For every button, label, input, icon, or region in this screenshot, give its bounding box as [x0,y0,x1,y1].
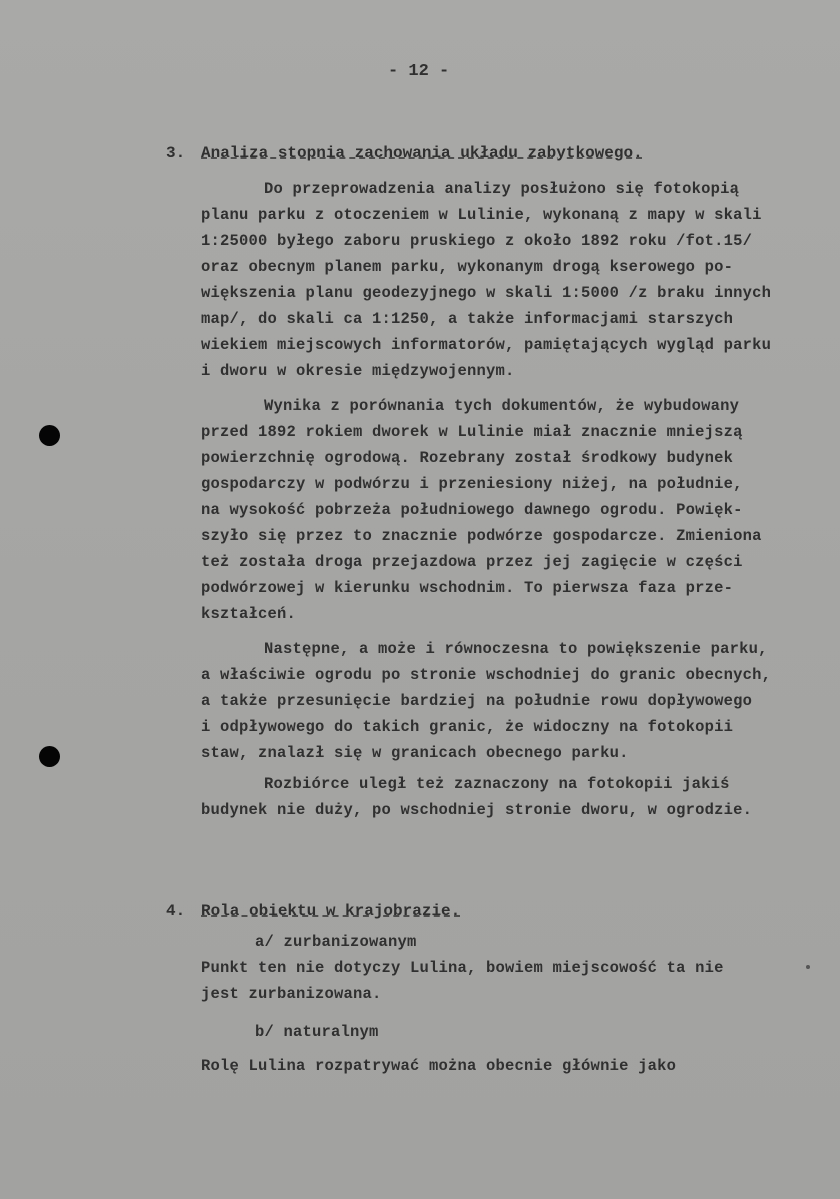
section-4-number: 4. [166,902,186,920]
text-line: Wynika z porównania tych dokumentów, że wybudowany [264,397,740,415]
text-line: większenia planu geodezyjnego w skali 1:5000 /z braku innych [201,284,772,302]
subsection-a-label: a/ zurbanizowanym [255,933,417,951]
text-line: budynek nie duży, po wschodniej stronie dworu, w ogrodzie. [201,801,753,819]
text-line: też została droga przejazdowa przez jej zagięcie w części [201,553,743,571]
text-line: oraz obecnym planem parku, wykonanym drogą kserowego po- [201,258,734,276]
text-line: jest zurbanizowana. [201,985,382,1003]
paper-speck [806,965,810,969]
text-line: staw, znalazł się w granicach obecnego parku. [201,744,629,762]
text-line: przed 1892 rokiem dworek w Lulinie miał znacznie mniejszą [201,423,743,441]
text-line: map/, do skali ca 1:1250, a także informacjami starszych [201,310,734,328]
text-line: powierzchnię ogrodową. Rozebrany został środkowy budynek [201,449,734,467]
text-line: a właściwie ogrodu po stronie wschodniej do granic obecnych, [201,666,772,684]
text-line: Do przeprowadzenia analizy posłużono się fotokopią [264,180,740,198]
text-line: szyło się przez to znacznie podwórze gospodarcze. Zmieniona [201,527,762,545]
text-line: podwórzowej w kierunku wschodnim. To pierwsza faza prze- [201,579,734,597]
text-line: 1:25000 byłego zaboru pruskiego z około 1892 roku /fot.15/ [201,232,753,250]
text-line: Punkt ten nie dotyczy Lulina, bowiem miejscowość ta nie [201,959,724,977]
section-4-title: Rola obiektu w krajobrazie. [201,902,461,920]
text-line: na wysokość pobrzeża południowego dawnego ogrodu. Powięk- [201,501,743,519]
text-line: gospodarczy w podwórzu i przeniesiony niżej, na południe, [201,475,743,493]
text-line: wiekiem miejscowych informatorów, pamiętających wygląd parku [201,336,772,354]
text-line: i odpływowego do takich granic, że widoczny na fotokopii [201,718,734,736]
subsection-b-label: b/ naturalnym [255,1023,379,1041]
punch-hole [39,425,60,446]
punch-hole [39,746,60,767]
section-3-title: Analiza stopnia zachowania układu zabytkowego. [201,144,643,162]
text-line: a także przesunięcie bardziej na południe rowu dopływowego [201,692,753,710]
text-line: Rozbiórce uległ też zaznaczony na fotokopii jakiś [264,775,730,793]
page-number: - 12 - [388,62,450,81]
text-line: planu parku z otoczeniem w Lulinie, wykonaną z mapy w skali [201,206,762,224]
text-line: kształceń. [201,605,297,623]
text-line: Następne, a może i równoczesna to powiększenie parku, [264,640,768,658]
text-line: Rolę Lulina rozpatrywać można obecnie głównie jako [201,1057,677,1075]
text-line: i dworu w okresie międzywojennym. [201,362,515,380]
section-3-number: 3. [166,144,186,162]
